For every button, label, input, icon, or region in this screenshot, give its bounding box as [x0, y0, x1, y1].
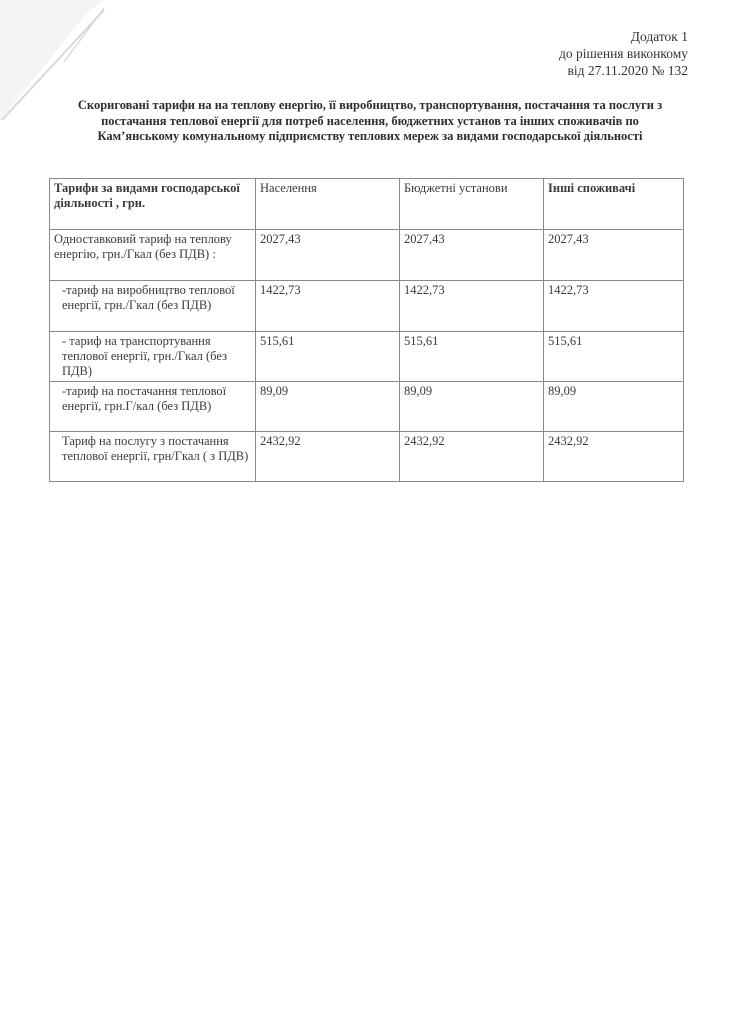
cell-value: 2027,43 — [544, 230, 684, 281]
table-row — [50, 382, 684, 432]
cell-value: 89,09 — [400, 382, 544, 432]
cell-value: 515,61 — [544, 332, 684, 382]
header-activity: Тарифи за видами господарської діяльності , грн. — [50, 179, 256, 230]
table-header-row — [50, 179, 684, 230]
table-row — [50, 230, 684, 281]
cell-value: 1422,73 — [400, 281, 544, 332]
row-label: Тариф на послугу з постачання теплової енергії, грн/Гкал ( з ПДВ) — [50, 432, 256, 482]
cell-value: 2027,43 — [400, 230, 544, 281]
cell-value: 1422,73 — [256, 281, 400, 332]
cell-value: 515,61 — [400, 332, 544, 382]
cell-value: 2432,92 — [544, 432, 684, 482]
tariff-table — [49, 178, 684, 482]
appendix-line-2: до рішення виконкому — [558, 46, 688, 61]
cell-value: 89,09 — [544, 382, 684, 432]
document-title: Скориговані тарифи на на теплову енергію, її виробництво, транспортування, постачання та послуги з постачання теплової енергії для потреб населення, бюджетних установ та інших споживачів по Кам’янському комунальному підприємству теплових мереж за видами господарської діяльності — [77, 98, 663, 143]
appendix-line-3: від 27.11.2020 № 132 — [567, 63, 688, 78]
appendix-line-1: Додаток 1 — [630, 29, 688, 44]
appendix-note — [559, 28, 688, 79]
table-row — [50, 332, 684, 382]
row-label: Одноставковий тариф на теплову енергію, грн./Гкал (без ПДВ) : — [50, 230, 256, 281]
table-row — [50, 281, 684, 332]
header-population: Населення — [256, 179, 400, 230]
cell-value: 2432,92 — [256, 432, 400, 482]
table-row — [50, 432, 684, 482]
header-other-consumers: Інші споживачі — [544, 179, 684, 230]
cell-value: 1422,73 — [544, 281, 684, 332]
cell-value: 2432,92 — [400, 432, 544, 482]
cell-value: 2027,43 — [256, 230, 400, 281]
row-label: - тариф на транспортування теплової енергії, грн./Гкал (без ПДВ) — [50, 332, 256, 382]
cell-value: 89,09 — [256, 382, 400, 432]
row-label: -тариф на постачання теплової енергії, грн.Г/кал (без ПДВ) — [50, 382, 256, 432]
header-budget-institutions: Бюджетні установи — [400, 179, 544, 230]
row-label: -тариф на виробництво теплової енергії, грн./Гкал (без ПДВ) — [50, 281, 256, 332]
cell-value: 515,61 — [256, 332, 400, 382]
